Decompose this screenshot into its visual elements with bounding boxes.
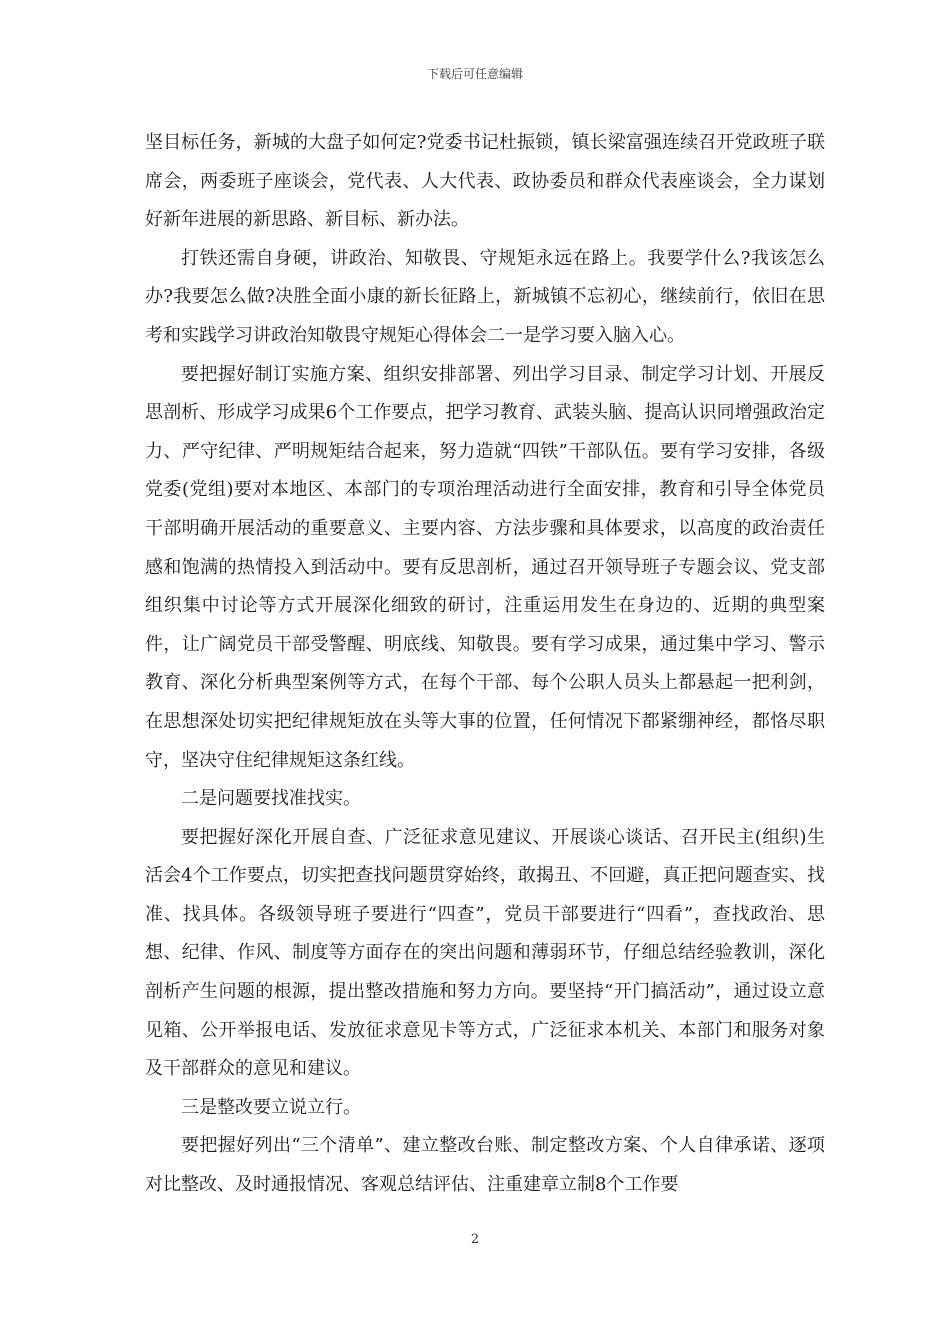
page-number: 2 [470,1232,480,1247]
section-heading-2: 二是问题要找准找实。 [181,788,361,810]
paragraph-3: 要把握好制订实施方案、组织安排部署、列出学习目录、制定学习计划、开展反思剖析、形成学习成果6个工作要点，把学习教育、武装头脑、提高认识同增强政治定力、严守纪律、严明规矩结合起来，努力造就“四铁”干部队伍。要有学习安排，各级党委(党组)要对本地区、本部门的专项治理活动进行全面安排，教育和引导全体党员干部明确开展活动的重要意义、主要内容、方法步骤和具体要求，以高度的政治责任感和饱满的热情投入到活动中。要有反思剖析，通过召开领导班子专题会议、党支部组织集中讨论等方式开展深化细致的研讨，注重运用发生在身边的、近期的典型案件，让广阔党员干部受警醒、明底线、知敬畏。要有学习成果，通过集中学习、警示教育、深化分析典型案例等方式，在每个干部、每个公职人员头上都悬起一把利剑，在思想深处切实把纪律规矩放在头等大事的位置，任何情况下都紧绷神经，都恪尽职守，坚决守住纪律规矩这条红线。 [145,363,825,771]
page-header: 下载后可任意编辑 [426,67,523,81]
paragraph-2: 打铁还需自身硬，讲政治、知敬畏、守规矩永远在路上。我要学什么?我该怎么办?我要怎么做?决胜全面小康的新长征路上，新城镇不忘初心，继续前行，依旧在思考和实践学习讲政治知敬畏守规矩心得体会二一是学习要入脑入心。 [145,247,825,346]
paragraph-1: 坚目标任务，新城的大盘子如何定?党委书记杜振锁，镇长梁富强连续召开党政班子联席会，两委班子座谈会，党代表、人大代表、政协委员和群众代表座谈会，全力谋划好新年进展的新思路、新目标、新办法。 [145,132,825,231]
paragraph-5: 要把握好深化开展自查、广泛征求意见建议、开展谈心谈话、召开民主(组织)生活会4个工作要点，切实把查找问题贯穿始终，敢揭丑、不回避，真正把问题查实、找准、找具体。各级领导班子要进行“四查”，党员干部要进行“四看”，查找政治、思想、纪律、作风、制度等方面存在的突出问题和薄弱环节，仔细总结经验教训，深化剖析产生问题的根源，提出整改措施和努力方向。要坚持“开门搞活动”，通过设立意见箱、公开举报电话、发放征求意见卡等方式，广泛征求本机关、本部门和服务对象及干部群众的意见和建议。 [145,826,825,1080]
section-heading-3: 三是整改要立说立行。 [181,1096,361,1118]
document-body [145,124,825,1205]
paragraph-7: 要把握好列出“三个清单”、建立整改台账、制定整改方案、个人自律承诺、逐项对比整改、及时通报情况、客观总结评估、注重建章立制8个工作要 [145,1135,825,1196]
